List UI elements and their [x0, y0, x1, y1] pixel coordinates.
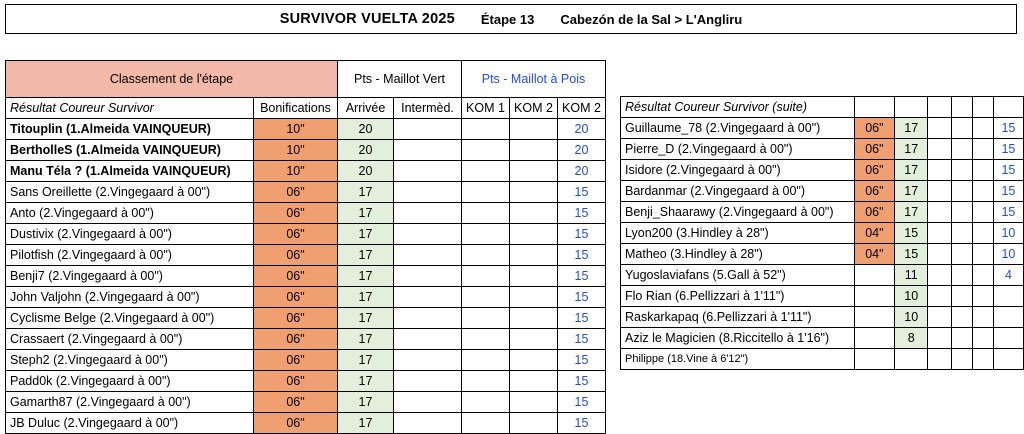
bonification-cell [854, 265, 894, 286]
kom2b-points-cell: 10 [993, 244, 1023, 265]
table-row [6, 350, 606, 371]
kom1-points-cell [462, 203, 510, 224]
kom1-points-cell [952, 160, 973, 181]
bonification-cell: 06" [854, 160, 894, 181]
intermediate-points-cell [394, 224, 462, 245]
bonification-cell: 06" [854, 139, 894, 160]
rider-name: JB Duluc (2.Vingegaard à 00") [6, 413, 254, 434]
right-column-header-row [621, 97, 1024, 118]
rider-name: Crassaert (2.Vingegaard à 00") [6, 329, 254, 350]
bonification-cell: 06" [254, 287, 338, 308]
kom2a-points-cell [973, 181, 994, 202]
col-spacer-1 [854, 97, 894, 118]
arrivee-points-cell: 17 [338, 413, 394, 434]
kom2a-points-cell [510, 161, 558, 182]
kom2b-points-cell [993, 349, 1023, 370]
table-row [6, 329, 606, 350]
kom1-points-cell [952, 349, 973, 370]
rider-name: Philippe (18.Vine à 6'12") [621, 349, 855, 370]
arrivee-points-cell: 20 [338, 161, 394, 182]
rider-name: Yugoslaviafans (5.Gall à 52") [621, 265, 855, 286]
col-intermed: Intermèd. [394, 98, 462, 119]
table-row [6, 224, 606, 245]
arrivee-points-cell: 17 [338, 329, 394, 350]
bonification-cell [854, 349, 894, 370]
table-row [6, 287, 606, 308]
intermediate-points-cell [928, 181, 952, 202]
arrivee-points-cell: 17 [338, 350, 394, 371]
kom2a-points-cell [510, 140, 558, 161]
arrivee-points-cell: 11 [895, 265, 928, 286]
table-row [6, 245, 606, 266]
bonification-cell: 06" [854, 202, 894, 223]
kom2b-points-cell: 20 [558, 119, 606, 140]
arrivee-points-cell: 17 [895, 118, 928, 139]
rider-name: BertholleS (1.Almeida VAINQUEUR) [6, 140, 254, 161]
bonification-cell: 06" [254, 224, 338, 245]
kom2b-points-cell: 10 [993, 223, 1023, 244]
intermediate-points-cell [394, 182, 462, 203]
table-row [621, 139, 1024, 160]
rider-name: Matheo (3.Hindley à 28") [621, 244, 855, 265]
table-row [621, 349, 1024, 370]
arrivee-points-cell: 17 [338, 287, 394, 308]
kom1-points-cell [952, 139, 973, 160]
bonification-cell: 06" [254, 392, 338, 413]
kom2b-points-cell: 20 [558, 161, 606, 182]
bonification-cell: 06" [854, 118, 894, 139]
col-resultat: Résultat Coureur Survivor [6, 98, 254, 119]
arrivee-points-cell: 17 [895, 139, 928, 160]
kom2a-points-cell [973, 244, 994, 265]
kom1-points-cell [462, 119, 510, 140]
kom1-points-cell [462, 287, 510, 308]
kom2b-points-cell: 15 [558, 371, 606, 392]
rider-name: Dustivix (2.Vingegaard à 00") [6, 224, 254, 245]
kom1-points-cell [462, 224, 510, 245]
rider-name: Gamarth87 (2.Vingegaard à 00") [6, 392, 254, 413]
bonification-cell: 06" [254, 329, 338, 350]
header-inner [280, 11, 742, 27]
table-row [621, 286, 1024, 307]
header-bar [5, 4, 1017, 34]
bonification-cell [854, 307, 894, 328]
kom1-points-cell [462, 308, 510, 329]
kom2b-points-cell: 15 [993, 118, 1023, 139]
bonification-cell: 10" [254, 119, 338, 140]
stage-label: Étape 13 [480, 11, 535, 27]
table-row [621, 118, 1024, 139]
rider-name: Benji_Shaarawy (2.Vingegaard à 00") [621, 202, 855, 223]
kom2b-points-cell: 15 [558, 224, 606, 245]
intermediate-points-cell [928, 349, 952, 370]
arrivee-points-cell: 17 [895, 181, 928, 202]
col-kom2b: KOM 2 [558, 98, 606, 119]
kom2b-points-cell: 15 [993, 202, 1023, 223]
intermediate-points-cell [394, 350, 462, 371]
kom2b-points-cell: 15 [993, 139, 1023, 160]
arrivee-points-cell: 17 [338, 203, 394, 224]
kom1-points-cell [952, 202, 973, 223]
bonification-cell: 06" [254, 350, 338, 371]
kom2a-points-cell [510, 287, 558, 308]
arrivee-points-cell [895, 349, 928, 370]
arrivee-points-cell: 10 [895, 286, 928, 307]
table-row [6, 308, 606, 329]
intermediate-points-cell [928, 307, 952, 328]
table-row [6, 140, 606, 161]
kom2b-points-cell: 15 [558, 266, 606, 287]
bonification-cell: 10" [254, 140, 338, 161]
kom1-points-cell [952, 328, 973, 349]
kom2a-points-cell [510, 245, 558, 266]
arrivee-points-cell: 17 [895, 202, 928, 223]
table-row [621, 265, 1024, 286]
col-spacer-2 [895, 97, 928, 118]
kom2b-points-cell: 15 [558, 308, 606, 329]
bonification-cell: 06" [854, 181, 894, 202]
kom2b-points-cell: 4 [993, 265, 1023, 286]
kom1-points-cell [462, 350, 510, 371]
kom2a-points-cell [973, 202, 994, 223]
stage-classification-table [5, 60, 606, 434]
intermediate-points-cell [928, 286, 952, 307]
rider-name: Anto (2.Vingegaard à 00") [6, 203, 254, 224]
intermediate-points-cell [928, 118, 952, 139]
kom1-points-cell [952, 286, 973, 307]
kom1-points-cell [952, 244, 973, 265]
rider-name: Manu Téla ? (1.Almeida VAINQUEUR) [6, 161, 254, 182]
intermediate-points-cell [394, 413, 462, 434]
kom2b-points-cell: 15 [558, 350, 606, 371]
kom2a-points-cell [973, 223, 994, 244]
col-arrivee: Arrivée [338, 98, 394, 119]
kom2a-points-cell [510, 224, 558, 245]
kom1-points-cell [462, 140, 510, 161]
table-row [621, 307, 1024, 328]
bonification-cell: 06" [254, 371, 338, 392]
intermediate-points-cell [394, 266, 462, 287]
kom2a-points-cell [973, 139, 994, 160]
rider-name: Pierre_D (2.Vingegaard à 00") [621, 139, 855, 160]
left-column-header-row [6, 98, 606, 119]
intermediate-points-cell [394, 119, 462, 140]
table-row [621, 244, 1024, 265]
bonification-cell: 06" [254, 308, 338, 329]
bonification-cell [854, 328, 894, 349]
bonification-cell: 06" [254, 413, 338, 434]
col-spacer-3 [928, 97, 952, 118]
kom1-points-cell [952, 181, 973, 202]
intermediate-points-cell [394, 371, 462, 392]
header-maillot-vert: Pts - Maillot Vert [338, 61, 462, 98]
intermediate-points-cell [928, 265, 952, 286]
table-row [621, 202, 1024, 223]
kom1-points-cell [462, 392, 510, 413]
rider-name: Steph2 (2.Vingegaard à 00") [6, 350, 254, 371]
kom1-points-cell [462, 182, 510, 203]
bonification-cell: 06" [254, 203, 338, 224]
kom1-points-cell [952, 265, 973, 286]
arrivee-points-cell: 17 [338, 392, 394, 413]
intermediate-points-cell [394, 161, 462, 182]
rider-name: Flo Rian (6.Pellizzari à 1'11") [621, 286, 855, 307]
table-row [621, 160, 1024, 181]
table-row [6, 182, 606, 203]
kom1-points-cell [462, 413, 510, 434]
intermediate-points-cell [928, 223, 952, 244]
kom1-points-cell [462, 161, 510, 182]
intermediate-points-cell [394, 203, 462, 224]
rider-name: Pilotfish (2.Vingegaard à 00") [6, 245, 254, 266]
table-row [621, 181, 1024, 202]
table-row [6, 119, 606, 140]
page-title: SURVIVOR VUELTA 2025 [279, 11, 455, 27]
col-kom2a: KOM 2 [510, 98, 558, 119]
table-row [621, 328, 1024, 349]
kom2b-points-cell: 20 [558, 140, 606, 161]
rider-name: Bardanmar (2.Vingegaard à 00") [621, 181, 855, 202]
kom2a-points-cell [510, 182, 558, 203]
rider-name: Raskarkapaq (6.Pellizzari à 1'11") [621, 307, 855, 328]
intermediate-points-cell [928, 160, 952, 181]
kom2a-points-cell [510, 371, 558, 392]
intermediate-points-cell [394, 287, 462, 308]
arrivee-points-cell: 10 [895, 307, 928, 328]
bonification-cell [854, 286, 894, 307]
arrivee-points-cell: 15 [895, 244, 928, 265]
rider-name: Benji7 (2.Vingegaard à 00") [6, 266, 254, 287]
intermediate-points-cell [928, 139, 952, 160]
intermediate-points-cell [928, 328, 952, 349]
intermediate-points-cell [394, 392, 462, 413]
col-spacer-6 [993, 97, 1023, 118]
arrivee-points-cell: 20 [338, 140, 394, 161]
kom2a-points-cell [510, 329, 558, 350]
kom2a-points-cell [973, 307, 994, 328]
table-row [6, 203, 606, 224]
arrivee-points-cell: 17 [338, 371, 394, 392]
bonification-cell: 10" [254, 161, 338, 182]
intermediate-points-cell [394, 308, 462, 329]
kom2b-points-cell: 15 [993, 160, 1023, 181]
kom2a-points-cell [510, 308, 558, 329]
table-row [6, 413, 606, 434]
kom2a-points-cell [510, 266, 558, 287]
intermediate-points-cell [394, 140, 462, 161]
intermediate-points-cell [394, 329, 462, 350]
left-group-header-row [6, 61, 606, 98]
kom2b-points-cell [993, 307, 1023, 328]
arrivee-points-cell: 15 [895, 223, 928, 244]
kom2b-points-cell [993, 286, 1023, 307]
bonification-cell: 04" [854, 223, 894, 244]
rider-name: Cyclisme Belge (2.Vingegaard à 00") [6, 308, 254, 329]
rider-name: Padd0k (2.Vingegaard à 00") [6, 371, 254, 392]
intermediate-points-cell [928, 244, 952, 265]
kom2a-points-cell [973, 328, 994, 349]
kom2b-points-cell: 15 [558, 203, 606, 224]
rider-name: John Valjohn (2.Vingegaard à 00") [6, 287, 254, 308]
rider-name: Aziz le Magicien (8.Riccitello à 1'16") [621, 328, 855, 349]
col-spacer-4 [952, 97, 973, 118]
kom2a-points-cell [510, 350, 558, 371]
table-row [621, 223, 1024, 244]
kom2a-points-cell [973, 160, 994, 181]
kom2b-points-cell: 15 [558, 392, 606, 413]
table-row [6, 392, 606, 413]
col-spacer-5 [973, 97, 994, 118]
kom2a-points-cell [973, 286, 994, 307]
kom2b-points-cell: 15 [993, 181, 1023, 202]
col-kom1: KOM 1 [462, 98, 510, 119]
kom2a-points-cell [510, 392, 558, 413]
rider-name: Guillaume_78 (2.Vingegaard à 00") [621, 118, 855, 139]
kom2a-points-cell [510, 413, 558, 434]
bonification-cell: 06" [254, 182, 338, 203]
arrivee-points-cell: 17 [338, 182, 394, 203]
kom1-points-cell [952, 118, 973, 139]
kom1-points-cell [462, 371, 510, 392]
arrivee-points-cell: 17 [338, 245, 394, 266]
kom2b-points-cell: 15 [558, 245, 606, 266]
arrivee-points-cell: 8 [895, 328, 928, 349]
kom2a-points-cell [973, 265, 994, 286]
kom1-points-cell [462, 329, 510, 350]
rider-name: Titouplin (1.Almeida VAINQUEUR) [6, 119, 254, 140]
header-classement: Classement de l'étape [6, 61, 338, 98]
arrivee-points-cell: 17 [338, 266, 394, 287]
bonification-cell: 04" [854, 244, 894, 265]
kom1-points-cell [952, 307, 973, 328]
intermediate-points-cell [928, 202, 952, 223]
bonification-cell: 06" [254, 266, 338, 287]
route-label: Cabezón de la Sal > L'Angliru [560, 11, 743, 27]
col-resultat-suite: Résultat Coureur Survivor (suite) [621, 97, 855, 118]
table-row [6, 161, 606, 182]
header-maillot-pois: Pts - Maillot à Pois [462, 61, 606, 98]
kom2b-points-cell [993, 328, 1023, 349]
rider-name: Sans Oreillette (2.Vingegaard à 00") [6, 182, 254, 203]
rider-name: Isidore (2.Vingegaard à 00") [621, 160, 855, 181]
kom2a-points-cell [973, 349, 994, 370]
kom2b-points-cell: 15 [558, 287, 606, 308]
kom2b-points-cell: 15 [558, 413, 606, 434]
table-row [6, 371, 606, 392]
stage-classification-table-continued [620, 96, 1024, 370]
kom2b-points-cell: 15 [558, 182, 606, 203]
intermediate-points-cell [394, 245, 462, 266]
col-bonifications: Bonifications [254, 98, 338, 119]
kom1-points-cell [952, 223, 973, 244]
arrivee-points-cell: 17 [338, 224, 394, 245]
kom2a-points-cell [510, 203, 558, 224]
table-row [6, 266, 606, 287]
arrivee-points-cell: 17 [895, 160, 928, 181]
kom2a-points-cell [973, 118, 994, 139]
kom2b-points-cell: 15 [558, 329, 606, 350]
arrivee-points-cell: 20 [338, 119, 394, 140]
rider-name: Lyon200 (3.Hindley à 28") [621, 223, 855, 244]
kom1-points-cell [462, 245, 510, 266]
bonification-cell: 06" [254, 245, 338, 266]
kom1-points-cell [462, 266, 510, 287]
arrivee-points-cell: 17 [338, 308, 394, 329]
kom2a-points-cell [510, 119, 558, 140]
